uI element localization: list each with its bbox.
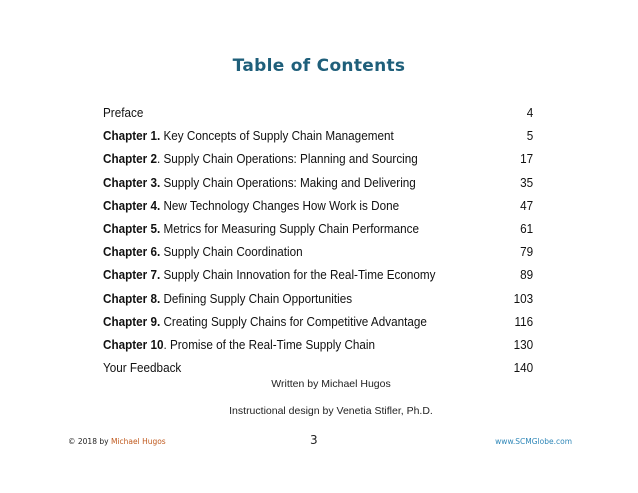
toc-entry-page: 79: [520, 244, 534, 260]
toc-entry-chapter-4[interactable]: [103, 194, 533, 217]
copyright-text: © 2018 by: [68, 437, 111, 446]
toc-entry-title: . Promise of the Real-Time Supply Chain: [163, 336, 376, 352]
toc-entry-title: Key Concepts of Supply Chain Management: [160, 128, 394, 144]
toc-entry-page: 61: [520, 220, 534, 236]
toc-entry-title: Your Feedback: [103, 360, 182, 376]
toc-entry-prefix: Chapter 5.: [103, 220, 161, 236]
toc-entry-prefix: Chapter 6.: [103, 244, 161, 260]
toc-entry-prefix: Chapter 7.: [103, 267, 161, 283]
toc-entry-title: Supply Chain Operations: Making and Delivering: [160, 174, 416, 190]
toc-entry-page: 17: [520, 151, 534, 167]
toc-entry-title: Preface: [103, 105, 144, 120]
footer-author-name: Michael Hugos: [110, 437, 166, 446]
toc-entry-page: 47: [520, 197, 534, 213]
toc-entry-chapter-5[interactable]: [103, 217, 533, 240]
toc-entry-page: 116: [514, 313, 534, 329]
toc-entry-prefix: Chapter 10: [103, 336, 164, 352]
author-credit: Written by Michael Hugos: [271, 378, 391, 390]
toc-entry-prefix: Chapter 2: [103, 151, 157, 167]
toc-entry-prefix: Chapter 3.: [103, 174, 161, 190]
page-number: 3: [310, 433, 318, 447]
toc-entry-page: 140: [513, 360, 534, 376]
toc-entry-page: 5: [526, 128, 534, 144]
toc-entry-page: 35: [520, 174, 534, 190]
toc-entry-title: Supply Chain Coordination: [160, 244, 303, 260]
toc-entry-title: Defining Supply Chain Opportunities: [160, 290, 353, 306]
toc-entry-preface[interactable]: [103, 101, 533, 124]
table-of-contents: [103, 101, 533, 379]
page-title: Table of Contents: [232, 56, 406, 76]
website-link[interactable]: www.SCMGlobe.com: [495, 437, 572, 446]
toc-entry-prefix: Chapter 9.: [103, 313, 161, 329]
toc-entry-page: 4: [526, 105, 534, 120]
toc-entry-chapter-9[interactable]: [103, 310, 533, 333]
toc-entry-chapter-10[interactable]: [103, 333, 533, 356]
toc-entry-title: Creating Supply Chains for Competitive Advantage: [160, 313, 427, 329]
toc-entry-page: 130: [513, 336, 534, 352]
toc-entry-title: Metrics for Measuring Supply Chain Performance: [160, 220, 420, 236]
toc-entry-chapter-3[interactable]: [103, 171, 533, 194]
toc-entry-page: 89: [520, 267, 534, 283]
toc-entry-chapter-7[interactable]: [103, 263, 533, 286]
toc-entry-title: Supply Chain Innovation for the Real-Time Economy: [160, 267, 436, 283]
toc-entry-chapter-1[interactable]: [103, 124, 533, 147]
toc-entry-page: 103: [513, 290, 534, 306]
toc-entry-prefix: Chapter 8.: [103, 290, 161, 306]
design-credit: Instructional design by Venetia Stifler, Ph.D.: [229, 405, 433, 417]
toc-entry-title: . Supply Chain Operations: Planning and Sourcing: [156, 151, 418, 167]
toc-entry-title: New Technology Changes How Work is Done: [160, 197, 400, 213]
toc-entry-chapter-6[interactable]: [103, 240, 533, 263]
toc-entry-prefix: Chapter 4.: [103, 197, 161, 213]
toc-entry-chapter-8[interactable]: [103, 287, 533, 310]
footer-copyright: [68, 437, 166, 446]
toc-entry-chapter-2[interactable]: [103, 147, 533, 170]
toc-entry-prefix: Chapter 1.: [103, 128, 161, 144]
toc-entry-feedback[interactable]: [103, 356, 533, 379]
